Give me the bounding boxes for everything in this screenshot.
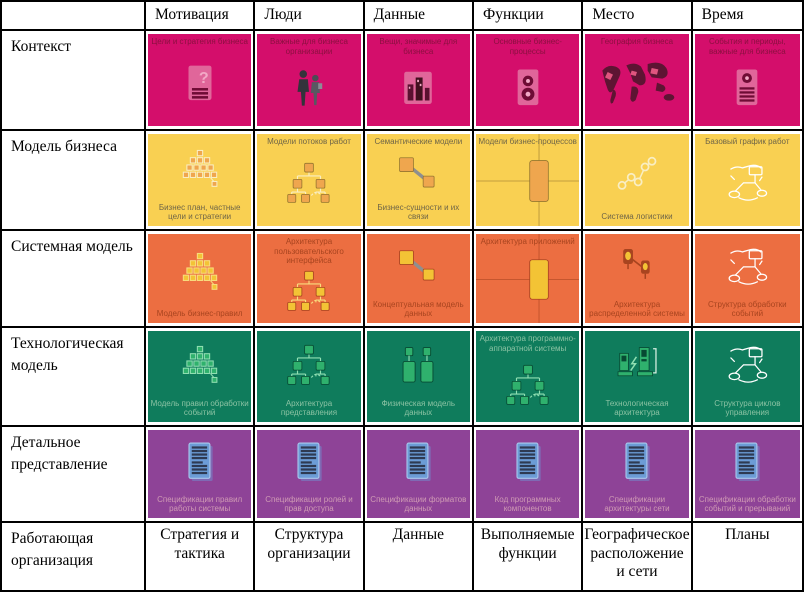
- footer-cell-org-structure: Структура организации: [255, 523, 364, 590]
- footer-cell-plans: Планы: [693, 523, 802, 590]
- cell-detail-time: [693, 427, 802, 523]
- cell-label: Базовый график работ: [705, 137, 790, 146]
- database-pair-icon: [395, 343, 441, 389]
- linked-squares-icon: [395, 245, 441, 291]
- column-header-time: Время: [693, 2, 802, 31]
- cell-label: [695, 234, 800, 239]
- cell-label: [257, 430, 360, 435]
- cell-detail-functions: [474, 427, 583, 523]
- cell-label: Семантические модели: [374, 137, 463, 146]
- corner-cell: [2, 2, 146, 31]
- cell-system-model-place: [583, 231, 692, 328]
- cell-label: Архитектура программно-аппаратной системы: [479, 334, 576, 353]
- cell-label: Система логистики: [601, 212, 673, 222]
- cell-detail-place: [583, 427, 692, 523]
- column-header-data: Данные: [365, 2, 474, 31]
- cell-detail-people: [255, 427, 364, 523]
- footer-cell-geography: Географическое расположение и сети: [583, 523, 692, 590]
- cell-label: Структура обработки событий: [708, 299, 787, 319]
- cell-detail-data: [365, 427, 474, 523]
- row-label-system-model: Системная модель: [2, 231, 146, 328]
- cell-label: Бизнес план, частные цели и стратегии: [158, 202, 241, 222]
- cell-label: [585, 331, 688, 336]
- cell-label: Архитектура представления: [280, 398, 338, 418]
- cell-business-model-functions: [474, 131, 583, 231]
- cell-business-model-people: [255, 131, 364, 231]
- document-question-icon: [177, 61, 223, 107]
- cell-tech-model-place: [583, 328, 692, 427]
- cell-label: Технологическая архитектура: [605, 398, 669, 418]
- sketch-icon: [724, 161, 770, 207]
- buildings-icon: [395, 66, 441, 112]
- cell-label: Основные бизнес-процессы: [493, 37, 562, 56]
- sketch-icon: [724, 245, 770, 291]
- cell-label: Модели бизнес-процессов: [478, 137, 577, 146]
- cell-context-place: [583, 31, 692, 131]
- spec-document-icon: [396, 439, 440, 489]
- document-clock-icon: [724, 66, 770, 112]
- spec-document-icon: [615, 439, 659, 489]
- cell-label: [257, 220, 360, 226]
- cell-tech-model-people: [255, 328, 364, 427]
- cell-label: Спецификации ролей и прав доступа: [265, 494, 353, 514]
- cell-label: Концептуальная модель данных: [373, 299, 464, 319]
- cell-label: [695, 331, 800, 336]
- cell-label: События и периоды, важные для бизнеса: [708, 37, 786, 56]
- sketch-icon: [724, 343, 770, 389]
- cell-label: [257, 331, 360, 336]
- cell-label: Бизнес-сущности и их связи: [377, 202, 460, 222]
- cell-label: Спецификации правил работы системы: [157, 494, 243, 514]
- document-gears-icon: [505, 66, 551, 112]
- cell-system-model-people: [255, 231, 364, 328]
- cell-business-model-place: [583, 131, 692, 231]
- cell-label: Вещи, значимые для бизнеса: [379, 37, 458, 56]
- footer-cell-data: Данные: [365, 523, 474, 590]
- cell-label: [476, 416, 579, 422]
- cell-label: [148, 134, 251, 139]
- row-label-business-model: Модель бизнеса: [2, 131, 146, 231]
- network-nodes-icon: [614, 152, 660, 198]
- cell-label: [148, 331, 251, 336]
- column-header-motivation: Мотивация: [146, 2, 255, 31]
- cell-label: [585, 430, 688, 435]
- cell-label: [367, 430, 470, 435]
- cell-label: [148, 430, 251, 435]
- org-chart-icon: [505, 363, 551, 409]
- cell-label: Код программных компонентов: [494, 494, 561, 514]
- cell-label: Физическая модель данных: [381, 398, 456, 418]
- pyramid-icon: [177, 343, 223, 389]
- pyramid-icon: [177, 147, 223, 193]
- spec-document-icon: [725, 439, 769, 489]
- row-label-working-organization: Работающая организация: [2, 523, 146, 590]
- computers-icon: [614, 343, 660, 389]
- cell-label: [148, 234, 251, 239]
- cell-label: [257, 120, 360, 126]
- spec-document-icon: [506, 439, 550, 489]
- cell-label: Структура циклов управления: [714, 398, 781, 418]
- column-header-place: Место: [583, 2, 692, 31]
- cell-system-model-functions: [474, 231, 583, 328]
- linked-squares-icon: [395, 152, 441, 198]
- cell-label: Спецификации форматов данных: [370, 494, 467, 514]
- cell-tech-model-motivation: [146, 328, 255, 427]
- row-label-context: Контекст: [2, 31, 146, 131]
- cell-label: [695, 220, 800, 226]
- cell-label: Важные для бизнеса организации: [270, 37, 348, 56]
- cell-system-model-motivation: [146, 231, 255, 328]
- cell-label: География бизнеса: [600, 37, 674, 46]
- cell-label: [585, 234, 688, 239]
- footer-cell-strategy: Стратегия и тактика: [146, 523, 255, 590]
- cell-system-model-data: [365, 231, 474, 328]
- cell-tech-model-data: [365, 328, 474, 427]
- cell-label: [367, 234, 470, 239]
- cell-business-model-motivation: [146, 131, 255, 231]
- cell-label: [585, 120, 688, 126]
- cell-system-model-time: [693, 231, 802, 328]
- row-label-detailed-view: Детальное представление: [2, 427, 146, 523]
- cell-label: [476, 430, 579, 435]
- cell-business-model-time: [693, 131, 802, 231]
- cell-label: Модель правил обработки событий: [150, 398, 249, 418]
- cell-tech-model-functions: [474, 328, 583, 427]
- cell-label: Цели и стратегия бизнеса: [151, 37, 248, 46]
- pyramid-icon: [177, 250, 223, 296]
- cell-label: [367, 331, 470, 336]
- cell-label: [476, 120, 579, 126]
- cell-label: Архитектура пользовательского интерфейса: [274, 237, 344, 266]
- world-map-icon: [591, 60, 683, 108]
- spec-document-icon: [287, 439, 331, 489]
- cell-label: Модели потоков работ: [267, 137, 351, 146]
- cell-label: Модель бизнес-правил: [156, 309, 243, 319]
- cell-label: Спецификации обработки событий и прерываний: [698, 494, 796, 514]
- cell-label: Архитектура приложений: [480, 237, 575, 246]
- cell-tech-model-time: [693, 328, 802, 427]
- cell-context-data: [365, 31, 474, 131]
- column-header-people: Люди: [255, 2, 364, 31]
- cell-label: [148, 120, 251, 126]
- cell-context-functions: [474, 31, 583, 131]
- cell-context-motivation: [146, 31, 255, 131]
- cell-label: [476, 317, 579, 323]
- cell-label: Архитектура распределенной системы: [589, 299, 685, 319]
- org-chart-icon: [286, 343, 332, 389]
- cell-label: [367, 120, 470, 126]
- spec-document-icon: [178, 439, 222, 489]
- pin-nodes-icon: [614, 245, 660, 291]
- org-chart-icon: [286, 161, 332, 207]
- column-header-functions: Функции: [474, 2, 583, 31]
- cell-detail-motivation: [146, 427, 255, 523]
- cell-label: [695, 430, 800, 435]
- cell-label: [257, 317, 360, 323]
- org-chart-icon: [286, 269, 332, 315]
- cell-business-model-data: [365, 131, 474, 231]
- cell-context-time: [693, 31, 802, 131]
- footer-cell-functions: Выполняемые функции: [474, 523, 583, 590]
- cell-label: [476, 220, 579, 226]
- cell-label: [695, 120, 800, 126]
- cell-label: Спецификации архитектуры сети: [604, 494, 670, 514]
- cell-context-people: [255, 31, 364, 131]
- people-icon: [286, 66, 332, 112]
- row-label-technology-model: Технологическая модель: [2, 328, 146, 427]
- cell-label: [585, 134, 688, 139]
